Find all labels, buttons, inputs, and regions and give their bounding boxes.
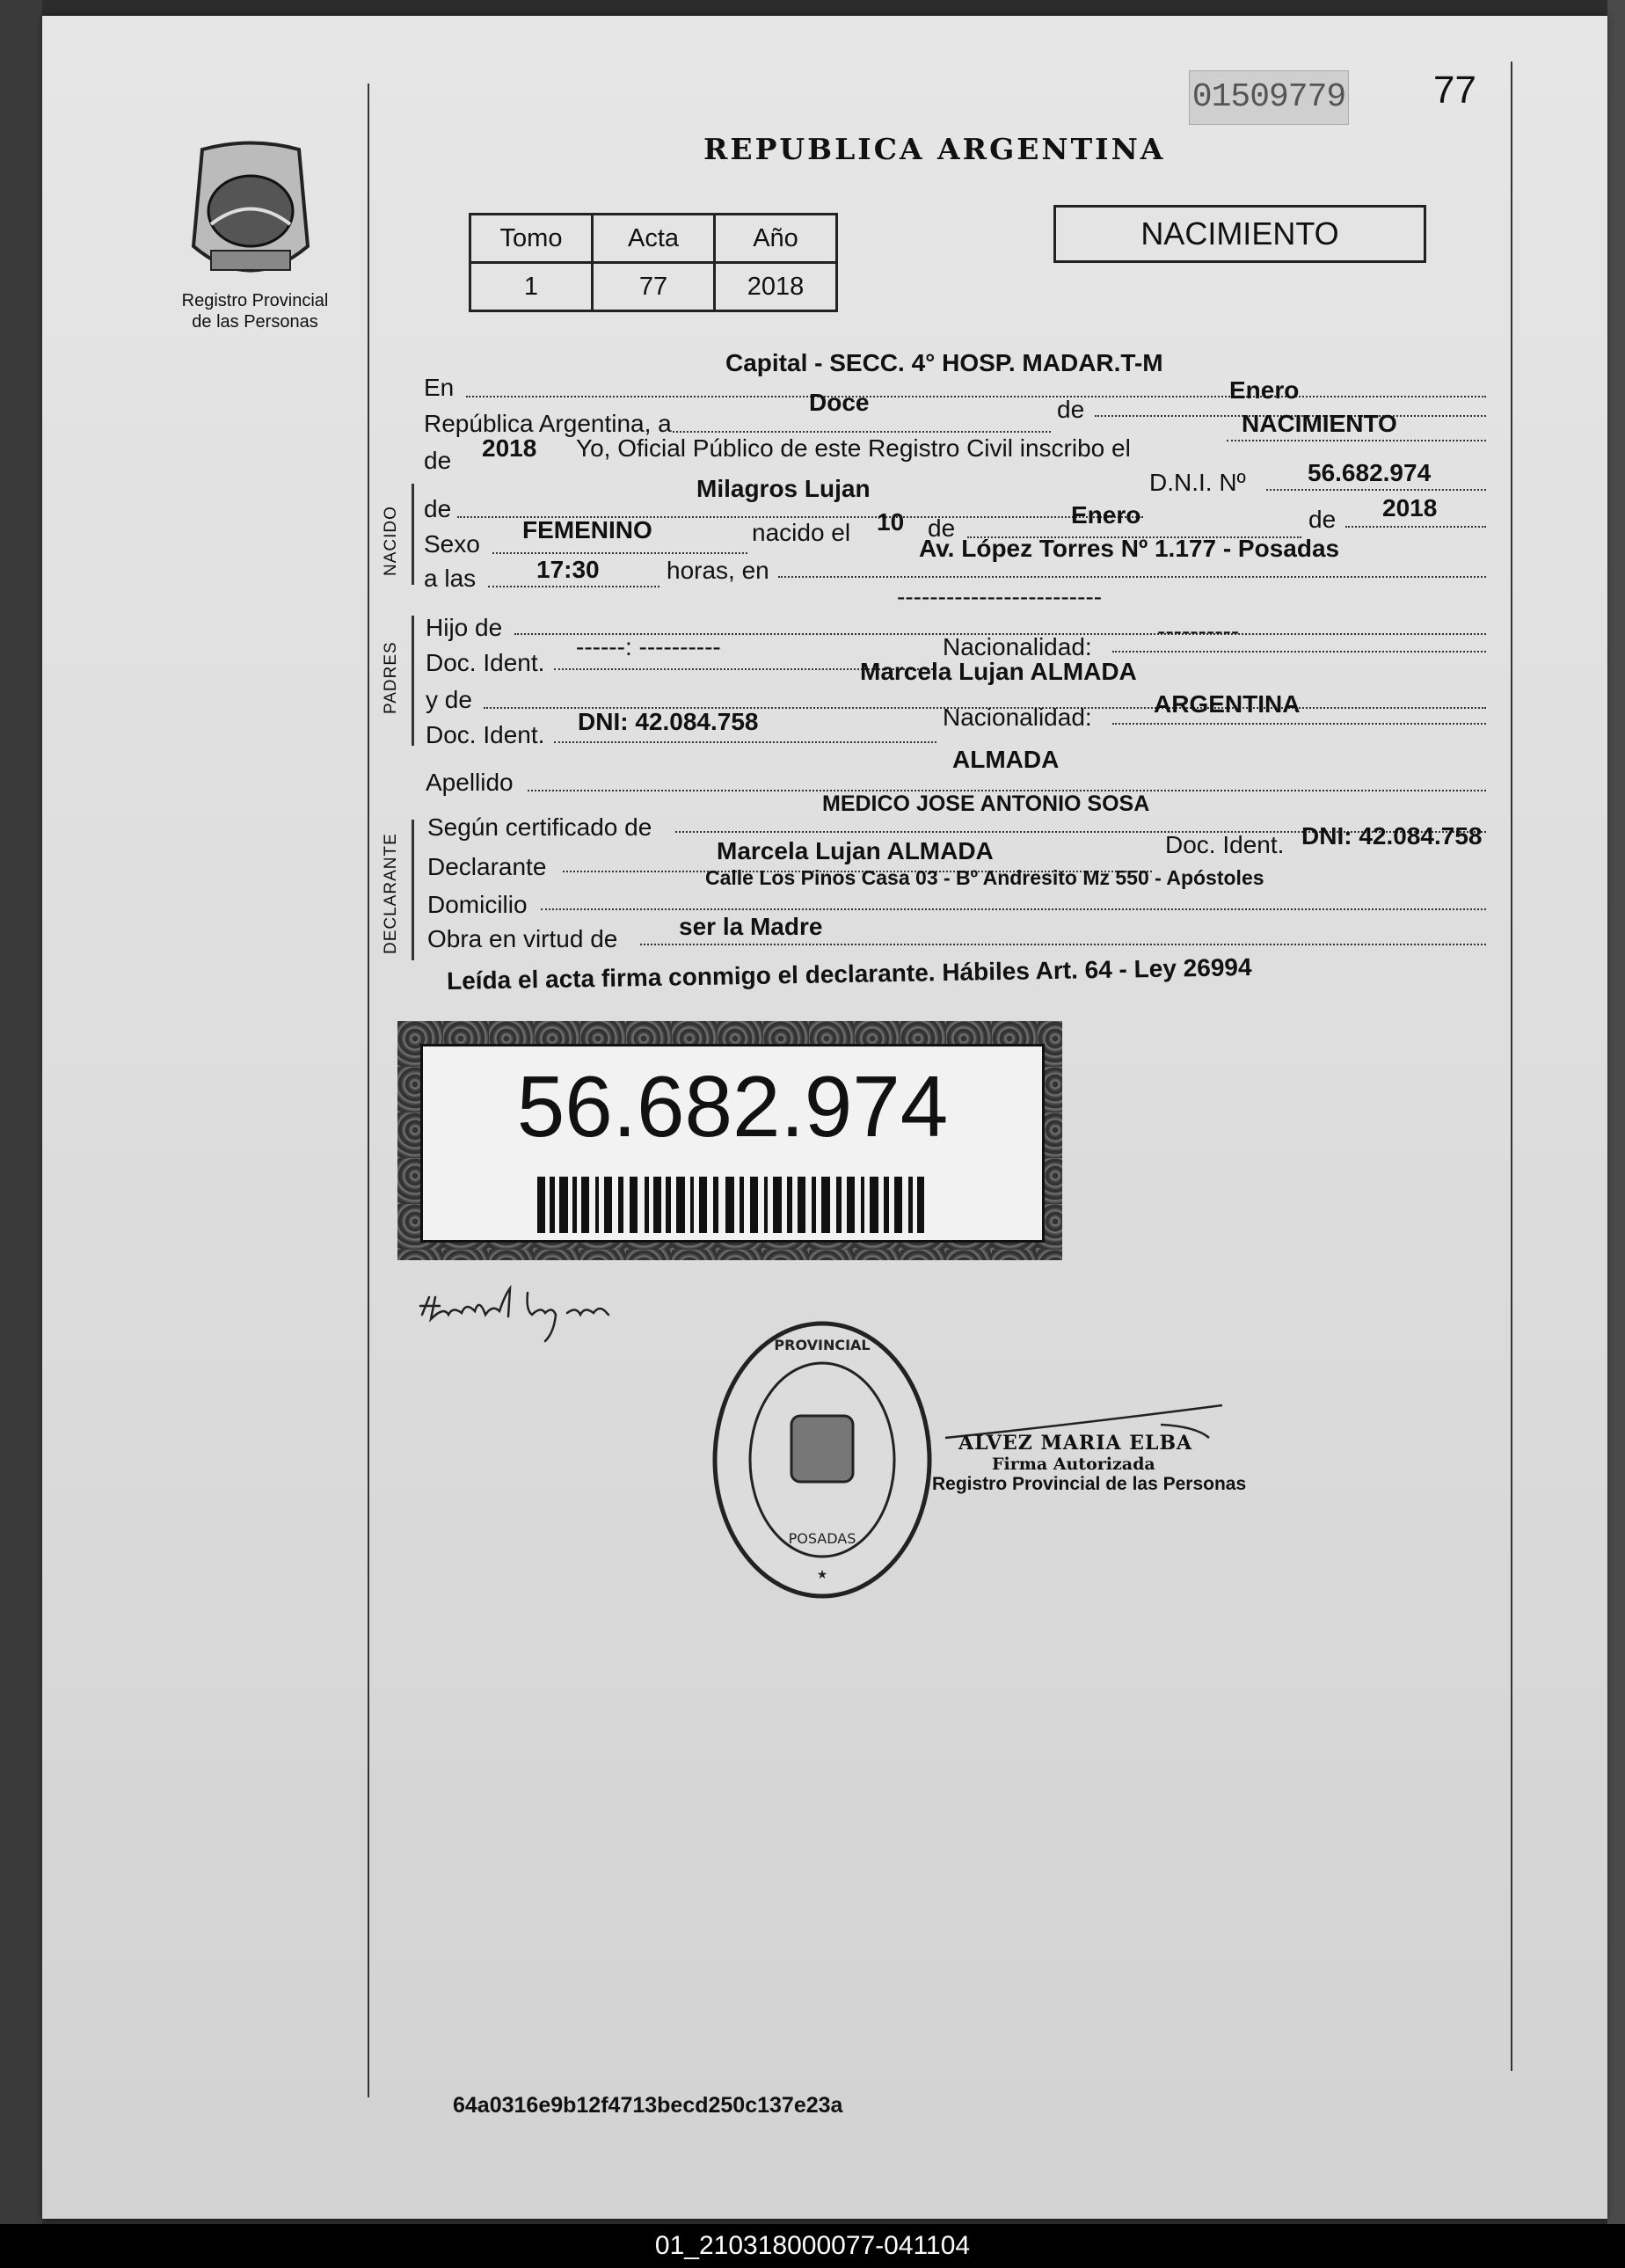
value-doc1: ------: ---------- [576, 633, 721, 660]
dni-label-block [397, 1021, 1062, 1260]
label-nacido-de3: de [1308, 506, 1337, 533]
value-certificado: MEDICO JOSE ANTONIO SOSA [822, 791, 1150, 816]
value-dni: 56.682.974 [1308, 459, 1432, 486]
label-doc-declarante: Doc. Ident. [1165, 831, 1285, 858]
label-nacido-de2: de [928, 514, 956, 542]
control-number: 01509779 [1189, 70, 1349, 125]
value-place: Av. López Torres Nº 1.177 - Posadas [919, 535, 1340, 562]
label-certificado: Según certificado de [427, 813, 652, 841]
value-doc-declarante: DNI: 42.084.758 [1301, 822, 1483, 850]
dotline-hour [488, 586, 659, 587]
svg-text:POSADAS: POSADAS [788, 1530, 856, 1547]
section-label-padres: PADRES [382, 641, 400, 714]
closing-statement: Leída el acta firma conmigo el declarante. Hábiles Art. 64 - Ley 26994 [446, 953, 1252, 995]
barcode [537, 1177, 924, 1233]
label-republica: República Argentina, a [424, 410, 672, 437]
page-number: 77 [1433, 69, 1476, 112]
value-hijo: ------------------------- [897, 583, 1103, 610]
label-doc2: Doc. Ident. [426, 721, 545, 748]
label-de-year: de [424, 447, 452, 474]
value-month: Enero [1229, 376, 1300, 404]
section-label-nacido: NACIDO [382, 506, 400, 576]
right-margin-line [1511, 62, 1512, 2071]
logo-caption-line2: de las Personas [192, 312, 318, 332]
label-nac1: Nacionalidad: [943, 633, 1092, 660]
dni-label-inner [420, 1044, 1045, 1243]
dotline-nacido-year [1345, 526, 1486, 528]
label-doc1: Doc. Ident. [426, 649, 545, 676]
value-doc2: DNI: 42.084.758 [578, 708, 759, 735]
label-sexo: Sexo [424, 530, 480, 558]
dotline-nac1 [1112, 651, 1486, 653]
value-day: Doce [809, 389, 870, 416]
dotline-domicilio [541, 908, 1486, 910]
value-year: 2018 [482, 434, 537, 462]
logo-caption-line1: Registro Provincial [181, 291, 329, 310]
dotline-inscribo [1227, 440, 1486, 441]
label-apellido: Apellido [426, 769, 514, 796]
record-value-tomo: 1 [470, 263, 593, 311]
official-signer-name: ALVEZ MARIA ELBA [958, 1432, 1193, 1455]
section-label-declarante: DECLARANTE [382, 833, 400, 954]
official-signer-office: Registro Provincial de las Personas [932, 1474, 1247, 1494]
official-seal [708, 1315, 936, 1605]
value-nac1: ---------- [1157, 617, 1240, 645]
value-nacido-year: 2018 [1382, 494, 1438, 521]
record-value-ano: 2018 [715, 263, 837, 311]
label-horas-en: horas, en [667, 557, 769, 584]
record-header-acta: Acta [593, 215, 715, 263]
label-domicilio: Domicilio [427, 891, 528, 918]
value-domicilio: Calle Los Pinos Casa 03 - Bº Andresito Mz 550 - Apóstoles [705, 866, 1264, 889]
value-en: Capital - SECC. 4° HOSP. MADAR.T-M [725, 349, 1163, 376]
nacido-bracket [412, 484, 414, 585]
dotline-en [466, 396, 1486, 397]
province-logo [185, 141, 317, 286]
label-hijo: Hijo de [426, 614, 503, 641]
dotline-sexo [492, 552, 747, 554]
value-declarante: Marcela Lujan ALMADA [717, 837, 994, 864]
value-nac2: ARGENTINA [1154, 690, 1301, 718]
value-nacido-name: Milagros Lujan [696, 475, 871, 502]
value-sexo: FEMENINO [522, 516, 652, 543]
dni-number: 56.682.974 [516, 1058, 949, 1155]
scan-right-edge [1607, 0, 1625, 2268]
value-yde: Marcela Lujan ALMADA [860, 658, 1137, 685]
scan-left-edge [0, 0, 42, 2268]
declarante-bracket [412, 820, 414, 960]
value-hour: 17:30 [536, 556, 600, 583]
handwritten-signature [413, 1280, 668, 1350]
label-nacido-el: nacido el [752, 519, 851, 546]
label-declarante: Declarante [427, 853, 547, 880]
value-obra: ser la Madre [679, 913, 823, 940]
document-hash: 64a0316e9b12f4713becd250c137e23a [453, 2093, 843, 2118]
document-title: REPUBLICA ARGENTINA [703, 132, 1166, 166]
logo-caption [171, 290, 339, 332]
label-nacido-de: de [424, 495, 452, 522]
value-inscribo: NACIMIENTO [1242, 410, 1397, 437]
label-nac2: Nacionalidad: [943, 704, 1092, 731]
dotline-doc2 [554, 741, 936, 743]
record-value-acta: 77 [593, 263, 715, 311]
svg-text:★: ★ [816, 1568, 828, 1582]
dotline-obra [640, 944, 1486, 945]
label-dni: D.N.I. Nº [1149, 469, 1246, 496]
left-margin-line [368, 84, 369, 2097]
label-en: En [424, 374, 455, 401]
label-obra: Obra en virtud de [427, 925, 618, 952]
official-signature-block [932, 1432, 1246, 1495]
label-alas: a las [424, 565, 477, 592]
padres-bracket [412, 616, 414, 746]
record-header-tomo: Tomo [470, 215, 593, 263]
record-table [469, 213, 838, 312]
dotline-dni [1266, 489, 1486, 491]
dotline-nac2 [1112, 723, 1486, 725]
label-inscribo: Yo, Oficial Público de este Registro Civil inscribo el [576, 434, 1131, 462]
dotline-day [673, 431, 1051, 433]
record-header-ano: Año [715, 215, 837, 263]
official-signer-role: Firma Autorizada [992, 1455, 1155, 1474]
svg-text:PROVINCIAL: PROVINCIAL [774, 1337, 871, 1353]
value-nacido-month: Enero [1071, 501, 1141, 529]
label-de-month: de [1057, 396, 1085, 423]
scan-footer-id: 01_210318000077-041104 [0, 2224, 1625, 2268]
value-apellido: ALMADA [952, 746, 1060, 773]
label-yde: y de [426, 686, 472, 713]
dotline-place [778, 576, 1486, 578]
record-type-box: NACIMIENTO [1053, 205, 1426, 263]
value-nacido-day: 10 [877, 508, 905, 536]
